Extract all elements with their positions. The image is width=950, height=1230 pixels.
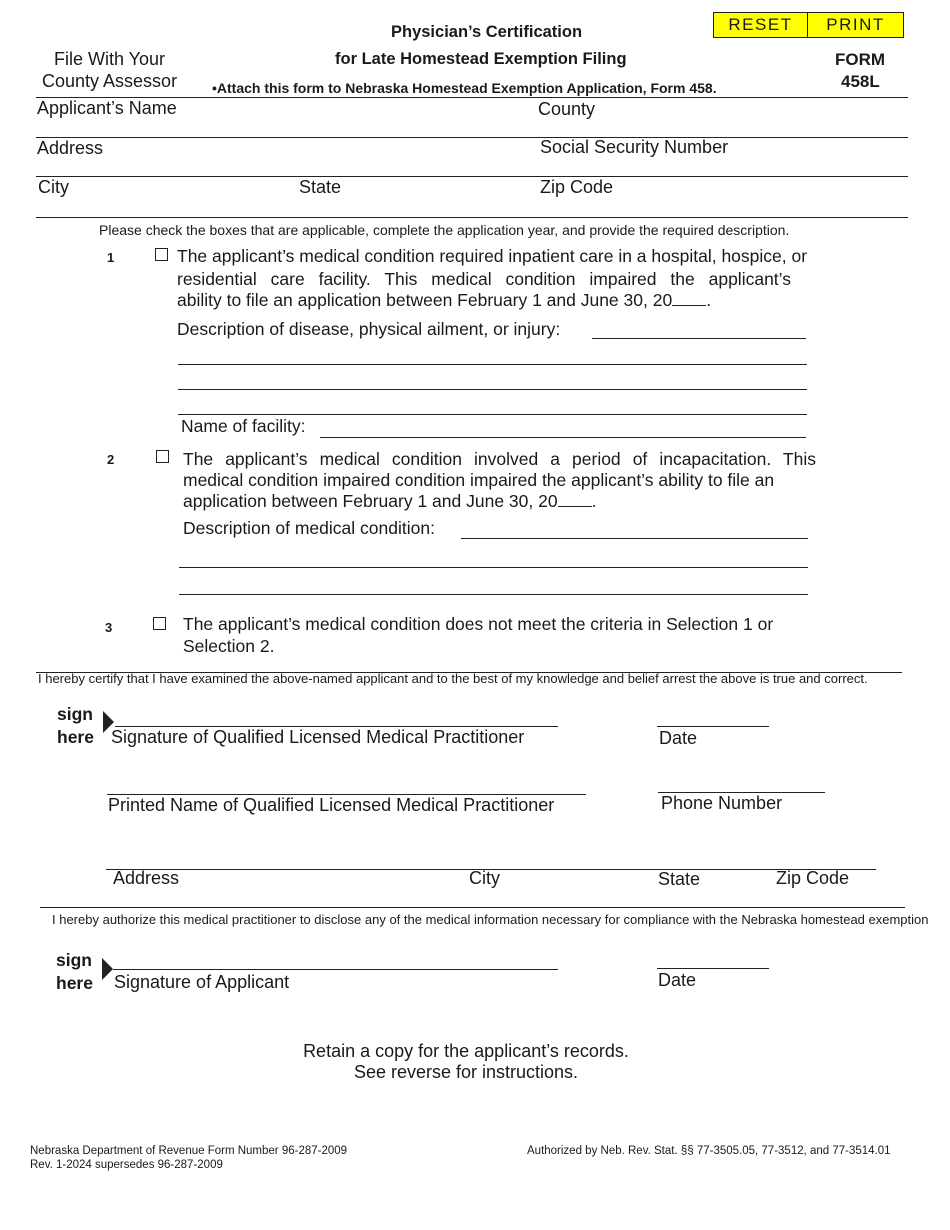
- selection1-line1: The applicant’s medical condition required inpatient care in a hospital, hospice, or: [177, 246, 808, 266]
- selection1-description-line3[interactable]: [178, 389, 807, 390]
- applicant-date-field[interactable]: [657, 968, 769, 969]
- practitioner-address-label: Address: [113, 868, 180, 888]
- applicant-sign-arrow-icon: [102, 958, 113, 980]
- practitioner-date-label: Date: [659, 728, 698, 748]
- selection1-number: 1: [107, 250, 115, 265]
- selection2-description-line1[interactable]: [461, 538, 808, 539]
- footer-rev: Rev. 1-2024 supersedes 96-287-2009: [30, 1159, 223, 1171]
- phone-label: Phone Number: [661, 793, 783, 813]
- facility-label: Name of facility:: [181, 416, 306, 436]
- retain-line1: Retain a copy for the applicant’s records.: [303, 1041, 629, 1061]
- applicant-signature-label: Signature of Applicant: [114, 972, 290, 992]
- selection2-line3: [183, 491, 596, 512]
- attach-note: •Attach this form to Nebraska Homestead Exemption Application, Form 458.: [212, 80, 717, 96]
- selection2-line2: medical condition impaired condition impaired the applicant’s ability to file an: [183, 470, 775, 490]
- selection3-checkbox[interactable]: [153, 617, 166, 630]
- practitioner-date-field[interactable]: [657, 726, 769, 727]
- city-field[interactable]: [36, 197, 908, 217]
- applicant-name-label: Applicant’s Name: [37, 98, 177, 118]
- selection1-line3: [177, 290, 711, 311]
- selection1-description-label: Description of disease, physical ailment, or injury:: [177, 319, 561, 339]
- applicant-here-label: here: [56, 973, 93, 993]
- selection1-description-line1[interactable]: [592, 338, 806, 339]
- selection2-description-line3[interactable]: [179, 594, 808, 595]
- address-row-line: [36, 176, 908, 177]
- applicant-sign-label: sign: [56, 950, 92, 970]
- file-with-label: File With Your: [54, 49, 166, 69]
- selection1-period: .: [706, 290, 712, 310]
- ssn-label: Social Security Number: [540, 137, 729, 157]
- form-title-line1: Physician’s Certification: [391, 23, 583, 41]
- address-field[interactable]: [36, 157, 908, 176]
- certify-statement: I hereby certify that I have examined the above-named applicant and to the best of my knowledge and belief arrest the above is true and correct.: [38, 671, 868, 686]
- practitioner-sign-label: sign: [57, 704, 93, 724]
- selection2-line3-text: application between February 1 and June 30, 20: [183, 491, 558, 511]
- selection1-description-line4[interactable]: [178, 414, 807, 415]
- selection1-checkbox[interactable]: [155, 248, 168, 261]
- selection1-line3-text: ability to file an application between February 1 and June 30, 20: [177, 290, 673, 310]
- selection3-number: 3: [105, 620, 113, 635]
- selection2-year-field[interactable]: [558, 492, 592, 507]
- selection2-checkbox[interactable]: [156, 450, 169, 463]
- selection3-line2: Selection 2.: [183, 636, 275, 656]
- reset-button[interactable]: RESET: [713, 12, 808, 38]
- printed-name-label: Printed Name of Qualified Licensed Medical Practitioner: [108, 795, 555, 815]
- selection1-description-line2[interactable]: [178, 364, 807, 365]
- form-number: 458L: [841, 72, 880, 91]
- name-row-line: [36, 137, 908, 138]
- state-label: State: [299, 177, 342, 197]
- instructions-text: Please check the boxes that are applicable, complete the application year, and provide the required description.: [99, 222, 790, 238]
- selection2-number: 2: [107, 452, 115, 467]
- selection3-line1: The applicant’s medical condition does not meet the criteria in Selection 1 or: [183, 614, 774, 634]
- county-label: County: [538, 99, 596, 119]
- selection2-line1: The applicant’s medical condition involved a period of incapacitation. This: [183, 449, 816, 469]
- practitioner-signature-label: Signature of Qualified Licensed Medical Practitioner: [111, 727, 525, 747]
- print-button[interactable]: PRINT: [807, 12, 904, 38]
- authorize-divider: [40, 907, 905, 908]
- practitioner-state-label: State: [658, 869, 701, 889]
- selection2-description-label: Description of medical condition:: [183, 518, 435, 538]
- footer-authorized: Authorized by Neb. Rev. Stat. §§ 77-3505.05, 77-3512, and 77-3514.01: [527, 1145, 891, 1157]
- zip-label: Zip Code: [540, 177, 614, 197]
- practitioner-here-label: here: [57, 727, 94, 747]
- selection2-period: .: [591, 491, 597, 511]
- applicant-signature-field[interactable]: [113, 969, 558, 970]
- footer-dept: Nebraska Department of Revenue Form Number 96-287-2009: [30, 1145, 348, 1157]
- form-label: FORM: [835, 50, 886, 69]
- applicant-date-label: Date: [658, 970, 697, 990]
- form-title-line2: for Late Homestead Exemption Filing: [335, 50, 627, 68]
- city-label: City: [38, 177, 69, 197]
- address-label: Address: [37, 138, 104, 158]
- retain-line2: See reverse for instructions.: [353, 1062, 579, 1082]
- selection2-description-line2[interactable]: [179, 567, 808, 568]
- practitioner-city-label: City: [469, 868, 500, 888]
- city-row-line: [36, 217, 908, 218]
- facility-field[interactable]: [320, 437, 806, 438]
- county-assessor-label: County Assessor: [42, 71, 178, 91]
- selection1-year-field[interactable]: [672, 291, 706, 306]
- practitioner-zip-label: Zip Code: [776, 868, 850, 888]
- applicant-name-field[interactable]: [36, 117, 908, 137]
- selection1-line2: residential care facility. This medical condition impaired the applicant’s: [177, 269, 791, 289]
- authorize-statement: I hereby authorize this medical practitioner to disclose any of the medical information necessary for compliance with the Nebraska homestead exemption: [52, 912, 929, 927]
